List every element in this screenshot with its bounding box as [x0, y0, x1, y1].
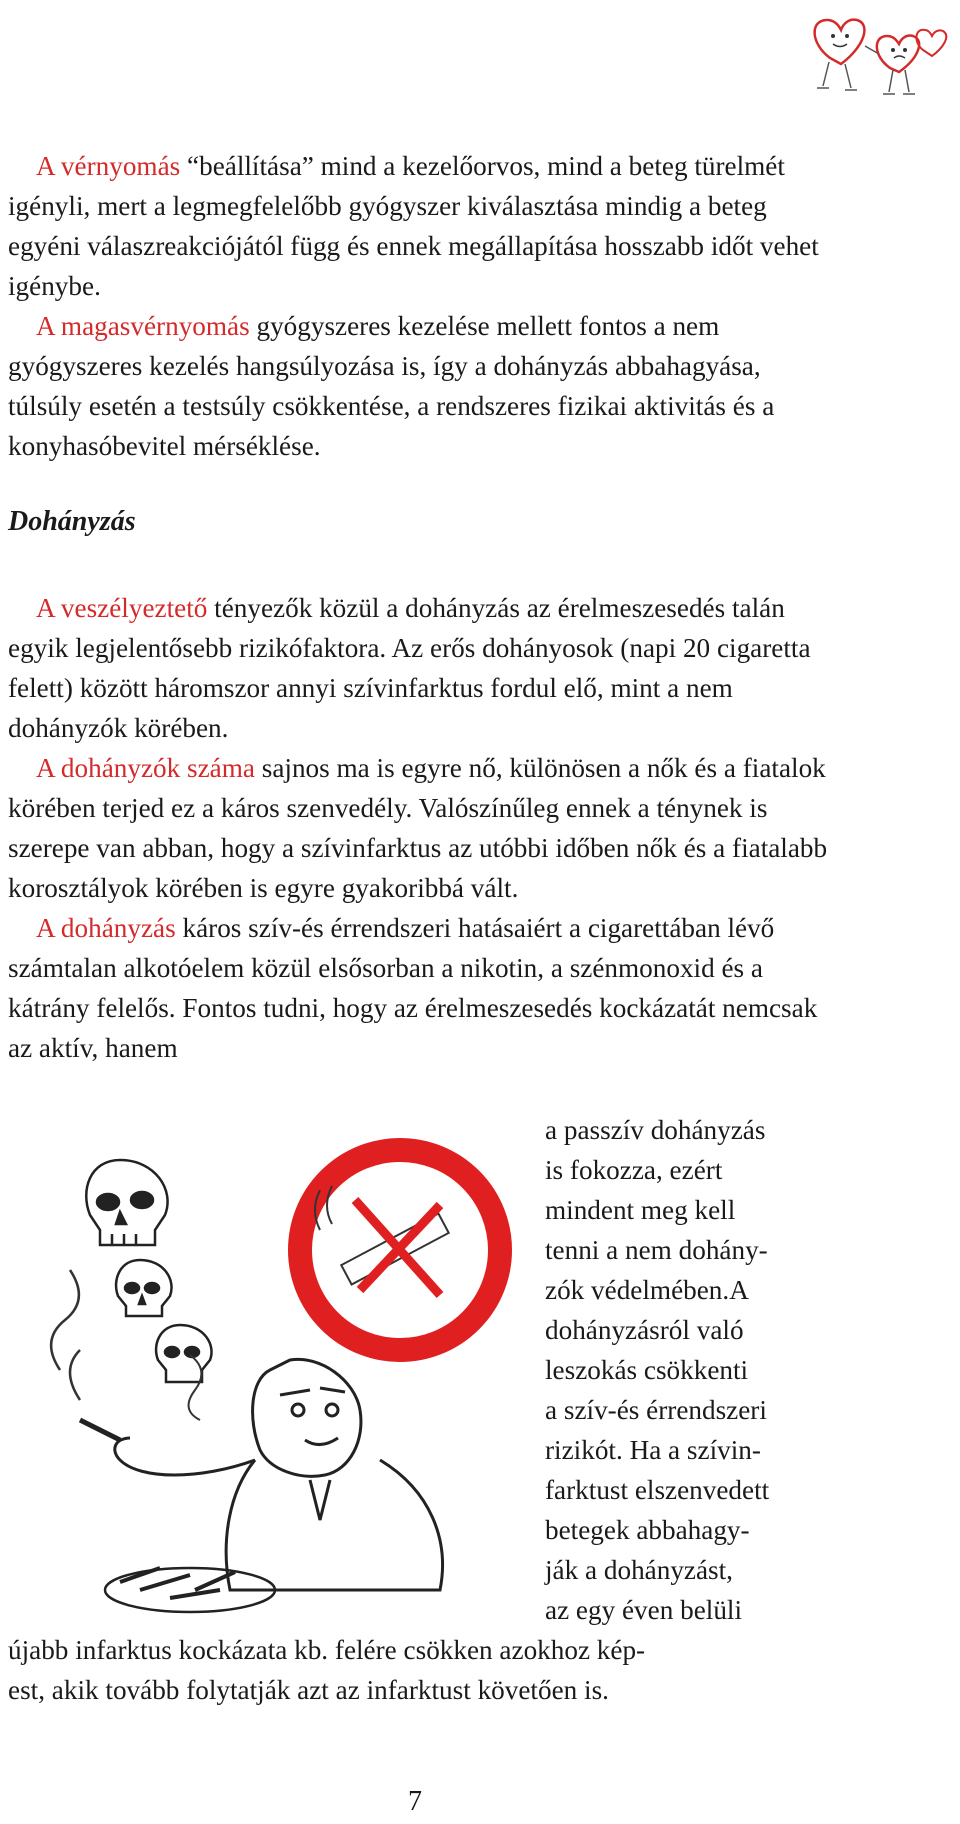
skull-icon: [156, 1325, 211, 1382]
text-line: a szív-és érrendszeri: [545, 1395, 767, 1425]
paragraph-text: gyógyszeres kezelése mellett fontos a nem gyógyszeres kezelés hangsúlyozása is, így a dohányzás abbahagyása, túlsúly esetén a testsúly csökkentése, a rendszeres fizikai aktivitás és a konyhasóbevitel mérséklése.: [8, 311, 775, 461]
paragraph-text: káros szív-és érrendszeri hatásaiért a cigarettában lévő számtalan alkotóelem közül elsősorban a nikotin, a szénmonoxid és a kátrány felelős. Fontos tudni, hogy az érelmeszesedés kockázatát nemcsak az aktív, hanem: [8, 913, 818, 1063]
text-line: leszokás csökkenti: [545, 1355, 749, 1385]
highlight-term: A dohányzás: [36, 913, 176, 943]
smoker-illustration: [20, 1120, 540, 1630]
text-line: zók védelmében.A: [545, 1275, 749, 1305]
text-line: betegek abbahagy-: [545, 1515, 750, 1545]
highlight-term: A veszélyeztető: [36, 593, 208, 623]
text-line: dohányzásról való: [545, 1315, 744, 1345]
text-line: is fokozza, ezért: [545, 1155, 723, 1185]
text-line: mindent meg kell: [545, 1195, 736, 1225]
text-line: újabb infarktus kockázata kb. felére csökken azokhoz kép-: [8, 1635, 646, 1665]
no-smoking-sign-icon: [300, 1150, 500, 1350]
skull-icon: [86, 1160, 167, 1245]
paragraph-hypertension-treatment: [8, 306, 828, 466]
paragraph-blood-pressure-setting: [8, 146, 828, 306]
section-heading: Dohányzás: [8, 506, 136, 537]
highlight-term: A dohányzók száma: [36, 753, 255, 783]
smoking-text: [8, 588, 828, 1068]
wrapped-text: [545, 1110, 769, 1630]
paragraph-text: tényezők közül a dohányzás az érelmeszesedés talán egyik legjelentősebb rizikófaktora. Az erős dohányosok (napi 20 cigaretta felett) között háromszor annyi szívinfarktus fordul elő, mint a nem dohányzók körében.: [8, 593, 811, 743]
paragraph-text: sajnos ma is egyre nő, különösen a nők és a fiatalok körében terjed ez a káros szenvedély. Valószínűleg ennek a ténynek is szerepe van abban, hogy a szívinfarktus az utóbbi időben nők és a fiatalabb korosztályok körében is egyre gyakoribbá vált.: [8, 753, 828, 903]
text-line: ják a dohányzást,: [545, 1555, 733, 1585]
highlight-term: A vérnyomás: [36, 151, 181, 181]
bottom-text: [8, 1630, 645, 1710]
smoking-man-figure: [80, 1359, 443, 1590]
text-line: rizikót. Ha a szívin-: [545, 1435, 761, 1465]
hearts-logo-icon: [805, 8, 955, 100]
paragraph-text: “beállítása” mind a kezelőorvos, mind a beteg türelmét igényli, mert a legmegfelelőbb gyógyszer kiválasztása mindig a beteg egyéni válaszreakciójától függ és ennek megállapítása hosszabb időt vehet igénybe.: [8, 151, 819, 301]
paragraph-smoker-count: [8, 748, 828, 908]
text-line: az egy éven belüli: [545, 1595, 743, 1625]
text-line: a passzív dohányzás: [545, 1115, 766, 1145]
page-number: 7: [408, 1786, 422, 1817]
text-line: tenni a nem dohány-: [545, 1235, 768, 1265]
highlight-term: A magasvérnyomás: [36, 311, 250, 341]
paragraph-risk-factors: [8, 588, 828, 748]
paragraph-harmful-effects: [8, 908, 828, 1068]
skull-icon: [116, 1260, 171, 1316]
text-line: est, akik tovább folytatják azt az infarktust követően is.: [8, 1675, 609, 1705]
main-text: [8, 146, 828, 466]
text-line: farktust elszenvedett: [545, 1475, 770, 1505]
